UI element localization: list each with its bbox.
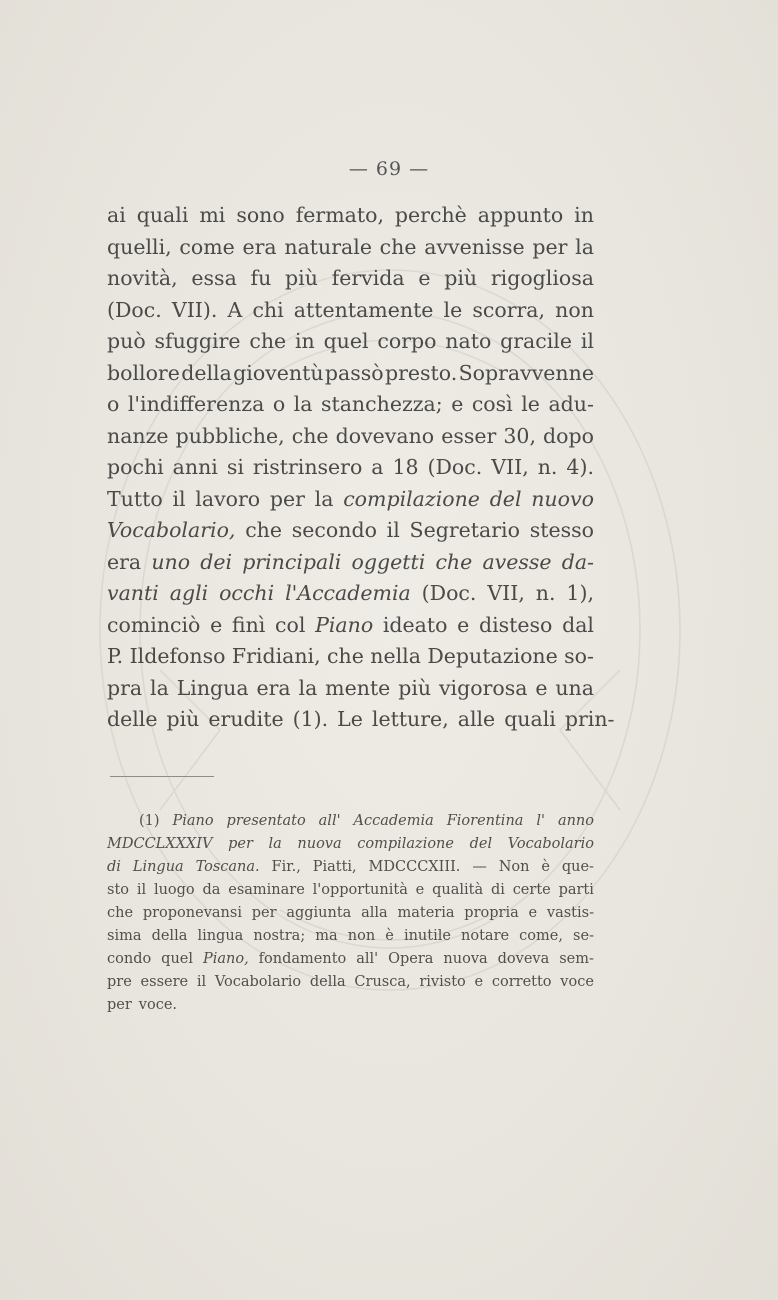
- word: pre: [107, 974, 132, 990]
- word: —: [472, 859, 487, 875]
- word: 1),: [566, 581, 594, 605]
- italic-word: Piano,: [202, 951, 249, 967]
- italic-word: la: [268, 836, 282, 852]
- word: Fir.,: [271, 859, 301, 875]
- text-line: [107, 389, 594, 421]
- word: Vocabolario: [214, 974, 302, 990]
- word: l'opportunità: [312, 882, 408, 898]
- word: Deputazione: [427, 644, 558, 668]
- italic-word: per: [228, 836, 253, 852]
- word: presto.: [384, 360, 458, 385]
- word: 18: [392, 455, 419, 479]
- word: novità,: [107, 266, 178, 290]
- word: Lingua: [176, 675, 249, 700]
- footnote-divider: [110, 776, 214, 777]
- word: so-: [564, 644, 594, 668]
- word: que-: [561, 859, 594, 875]
- word: che: [245, 518, 283, 542]
- word: gracile: [500, 329, 572, 353]
- word: e: [418, 266, 431, 290]
- word: voce.: [138, 997, 178, 1013]
- word: rigogliosa: [490, 266, 594, 290]
- italic-word: Accademia: [353, 813, 434, 829]
- word: che: [291, 423, 329, 448]
- word: non: [347, 928, 376, 944]
- word: adu-: [548, 392, 594, 416]
- text-line: [107, 704, 615, 736]
- word: A: [227, 297, 243, 322]
- text-line: [107, 295, 594, 327]
- italic-word: occhi: [219, 581, 275, 605]
- italic-word: avesse: [482, 549, 552, 574]
- word: Sopravvenne: [458, 360, 594, 385]
- word: Segretario: [409, 518, 520, 542]
- word: in: [574, 203, 594, 227]
- word: da: [202, 882, 221, 898]
- word: Opera: [388, 951, 434, 967]
- italic-word: all': [318, 813, 341, 829]
- word: della: [309, 974, 346, 990]
- word: della: [181, 360, 232, 385]
- word: e: [457, 612, 470, 637]
- footnote-line: [107, 833, 594, 856]
- word: notare: [461, 928, 510, 944]
- text-line: [107, 421, 594, 453]
- italic-word: presentato: [226, 813, 306, 829]
- word: MDCCCXIII.: [368, 859, 461, 875]
- word: ai: [107, 203, 126, 227]
- word: le: [443, 297, 463, 322]
- word: quali: [136, 203, 189, 227]
- word: ristrinsero: [252, 455, 363, 479]
- word: e: [210, 612, 223, 637]
- word: essa: [191, 266, 237, 290]
- word: n.: [537, 455, 558, 479]
- word: corretto: [491, 974, 552, 990]
- text-line: [107, 263, 594, 295]
- italic-word: anno: [557, 813, 594, 829]
- word: della: [151, 928, 188, 944]
- word: dopo: [543, 423, 594, 448]
- italic-word: principali: [242, 549, 342, 574]
- word: e: [415, 882, 425, 898]
- word: P.: [107, 644, 124, 668]
- word: era: [242, 234, 277, 259]
- word: il: [136, 882, 147, 898]
- word: disteso: [478, 612, 553, 637]
- word: le: [521, 392, 540, 416]
- word: Le: [337, 707, 363, 731]
- main-text: [107, 200, 615, 736]
- word: avvenisse: [424, 234, 525, 259]
- word: alle: [457, 707, 496, 731]
- word: come,: [519, 928, 563, 944]
- word: rivisto: [419, 974, 466, 990]
- word: il: [386, 518, 400, 542]
- word: come: [179, 234, 235, 259]
- text-line: [107, 200, 594, 232]
- word: qualità: [432, 882, 484, 898]
- word: o: [272, 392, 286, 416]
- word: all': [356, 951, 379, 967]
- word: quali: [504, 707, 556, 731]
- italic-word: oggetti: [351, 549, 426, 574]
- word: VII,: [491, 455, 529, 479]
- word: era: [107, 549, 142, 574]
- italic-word: del: [489, 486, 522, 511]
- word: sto: [107, 882, 129, 898]
- word: anni: [172, 455, 218, 479]
- word: Fridiani,: [231, 644, 321, 668]
- word: esser: [441, 423, 497, 448]
- word: parti: [558, 882, 594, 898]
- word: e: [535, 675, 548, 700]
- word: la: [314, 486, 334, 511]
- italic-word: che: [435, 549, 473, 574]
- word: vastis-: [546, 905, 594, 921]
- word: n.: [535, 581, 556, 605]
- word: nuova: [443, 951, 488, 967]
- word: per: [107, 997, 132, 1013]
- word: luogo: [153, 882, 195, 898]
- word: la: [293, 392, 313, 416]
- word: bollore: [107, 360, 180, 385]
- word: erudite: [208, 707, 284, 731]
- text-line: [107, 641, 594, 673]
- word: la: [150, 675, 169, 700]
- italic-word: di: [107, 859, 121, 875]
- word: a: [371, 455, 384, 479]
- word: (1): [139, 813, 160, 829]
- word: materia: [397, 905, 455, 921]
- word: più: [166, 707, 200, 731]
- text-line: [107, 515, 594, 547]
- word: VII).: [171, 297, 218, 322]
- italic-word: da-: [561, 549, 594, 574]
- italic-word: l': [536, 813, 545, 829]
- word: sem-: [559, 951, 594, 967]
- word: Crusca,: [354, 974, 411, 990]
- word: prin-: [564, 707, 615, 731]
- word: più: [285, 266, 318, 290]
- word: fermato,: [295, 203, 384, 227]
- word: finì: [231, 612, 266, 637]
- word: nanze: [107, 423, 169, 448]
- word: così: [471, 392, 513, 416]
- word: mi: [199, 203, 226, 227]
- word: nostra;: [253, 928, 306, 944]
- footnote-line: [107, 902, 594, 925]
- word: per: [532, 234, 568, 259]
- word: passò: [324, 360, 384, 385]
- word: che: [249, 329, 287, 353]
- word: lingua: [197, 928, 244, 944]
- footnote-line: [107, 810, 594, 833]
- italic-word: compilazione: [357, 836, 454, 852]
- word: stanchezza;: [320, 392, 443, 416]
- word: col: [275, 612, 306, 637]
- text-line: [107, 232, 594, 264]
- word: di: [490, 882, 505, 898]
- word: stesso: [529, 518, 594, 542]
- word: scorra,: [472, 297, 546, 322]
- word: nato: [445, 329, 492, 353]
- word: Tutto: [107, 486, 163, 511]
- italic-word: del: [469, 836, 493, 852]
- text-line: [107, 610, 594, 642]
- italic-word: compilazione: [343, 486, 480, 511]
- word: attentamente: [293, 297, 434, 322]
- italic-word: Vocabolario,: [107, 518, 236, 542]
- footnote-line: [107, 971, 594, 994]
- word: più: [398, 675, 432, 700]
- italic-word: agli: [169, 581, 209, 605]
- word: naturale: [284, 234, 372, 259]
- page-number: — 69 —: [348, 158, 430, 180]
- word: fu: [250, 266, 272, 290]
- italic-word: dei: [200, 549, 233, 574]
- word: certe: [512, 882, 551, 898]
- word: più: [444, 266, 478, 290]
- word: nella: [370, 644, 421, 668]
- word: non: [555, 297, 594, 322]
- word: il: [172, 486, 186, 511]
- word: ma: [315, 928, 338, 944]
- italic-word: Fiorentina: [446, 813, 524, 829]
- word: secondo: [291, 518, 377, 542]
- word: voce: [560, 974, 594, 990]
- word: vigorosa: [438, 675, 528, 700]
- footnote-line: [107, 879, 594, 902]
- word: il: [580, 329, 594, 353]
- italic-word: Toscana.: [195, 859, 260, 875]
- word: è: [385, 928, 394, 944]
- word: Ildefonso: [129, 644, 226, 668]
- word: inutile: [403, 928, 451, 944]
- word: mente: [325, 675, 391, 700]
- word: pra: [107, 675, 143, 700]
- word: alla: [361, 905, 388, 921]
- word: corpo: [377, 329, 437, 353]
- word: doveva: [497, 951, 550, 967]
- text-line: [107, 547, 594, 579]
- text-line: [107, 452, 594, 484]
- italic-word: Vocabolario: [507, 836, 594, 852]
- word: la: [575, 234, 594, 259]
- word: quel: [161, 951, 194, 967]
- italic-word: MDCCLXXXIV: [107, 836, 213, 852]
- word: (Doc.: [427, 455, 483, 479]
- word: fondamento: [258, 951, 347, 967]
- text-line: [107, 358, 594, 390]
- word: dovevano: [335, 423, 435, 448]
- word: sono: [236, 203, 285, 227]
- word: (Doc.: [107, 297, 162, 322]
- word: condo: [107, 951, 152, 967]
- word: sfuggire: [154, 329, 241, 353]
- italic-word: l'Accademia: [285, 581, 411, 605]
- word: gioventù: [233, 360, 324, 385]
- word: delle: [107, 707, 158, 731]
- word: 4).: [566, 455, 594, 479]
- word: lavoro: [195, 486, 261, 511]
- italic-word: Piano: [172, 813, 214, 829]
- word: che: [327, 644, 364, 668]
- italic-word: nuova: [297, 836, 342, 852]
- word: e: [451, 392, 464, 416]
- word: ideato: [382, 612, 448, 637]
- text-line: [107, 484, 594, 516]
- word: una: [555, 675, 594, 700]
- word: propria: [464, 905, 519, 921]
- word: quel: [323, 329, 369, 353]
- word: per: [269, 486, 305, 511]
- word: può: [107, 329, 146, 353]
- word: (1).: [292, 707, 329, 731]
- word: 30,: [503, 423, 536, 448]
- word: aggiunta: [286, 905, 352, 921]
- word: o: [107, 392, 120, 416]
- word: Piatti,: [312, 859, 357, 875]
- italic-word: uno: [151, 549, 191, 574]
- word: l'indifferenza: [127, 392, 265, 416]
- word: che: [107, 905, 134, 921]
- word: chi: [252, 297, 284, 322]
- footnote-line: [107, 994, 594, 1017]
- word: perchè: [394, 203, 467, 227]
- word: in: [294, 329, 315, 353]
- italic-word: nuovo: [531, 486, 594, 511]
- word: è: [541, 859, 550, 875]
- footnote-line: [107, 925, 594, 948]
- word: appunto: [477, 203, 564, 227]
- word: che: [379, 234, 417, 259]
- word: VII,: [487, 581, 525, 605]
- word: per: [251, 905, 277, 921]
- word: fervida: [331, 266, 405, 290]
- footnotes: [107, 810, 594, 1017]
- word: (Doc.: [421, 581, 477, 605]
- word: se-: [573, 928, 594, 944]
- italic-word: vanti: [107, 581, 159, 605]
- word: dal: [562, 612, 594, 637]
- text-line: [107, 326, 594, 358]
- footnote-line: [107, 948, 594, 971]
- word: quelli,: [107, 234, 172, 259]
- word: letture,: [371, 707, 449, 731]
- word: e: [528, 905, 538, 921]
- word: esaminare: [228, 882, 305, 898]
- word: Non: [498, 859, 530, 875]
- word: essere: [140, 974, 189, 990]
- word: sima: [107, 928, 142, 944]
- word: proponevansi: [142, 905, 242, 921]
- word: cominciò: [107, 612, 201, 637]
- word: e: [474, 974, 484, 990]
- word: pochi: [107, 455, 164, 479]
- text-line: [107, 673, 594, 705]
- word: pubbliche,: [175, 423, 285, 448]
- word: il: [196, 974, 207, 990]
- word: era: [256, 675, 291, 700]
- text-line: [107, 578, 594, 610]
- italic-word: Lingua: [132, 859, 184, 875]
- italic-word: Piano: [315, 612, 374, 637]
- word: la: [298, 675, 318, 700]
- word: si: [226, 455, 244, 479]
- footnote-line: [107, 856, 594, 879]
